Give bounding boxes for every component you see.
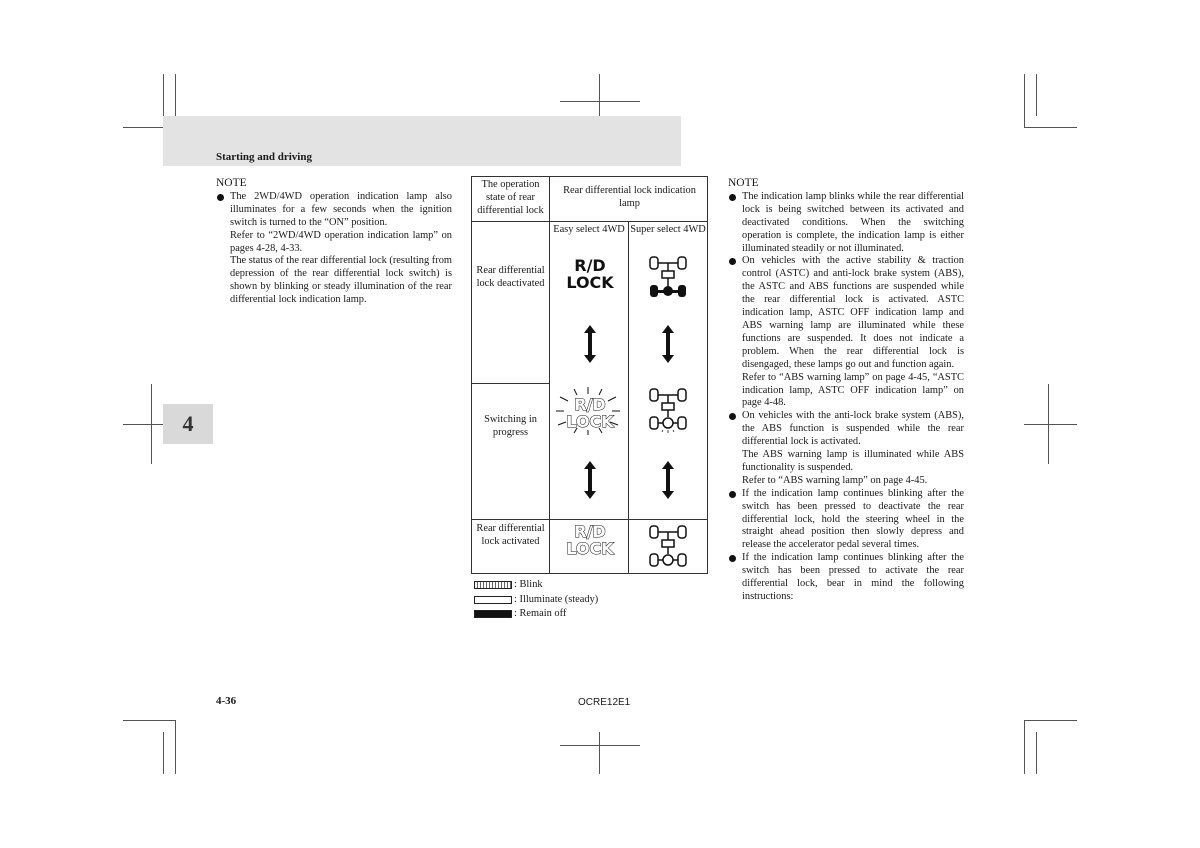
table-header-lamp: Rear differential lock indication lamp [563, 185, 696, 209]
note-paragraph: The ABS warning lamp is illuminated while ABS functionality is suspended. [742, 449, 964, 473]
crop-mark [1036, 74, 1037, 116]
drivetrain-lamp-blink-icon [648, 387, 688, 433]
note-paragraph: Refer to “2WD/4WD operation indication lamp” on pages 4-28, 4-33. [230, 229, 452, 254]
note-bullet: If the indication lamp continues blinking after the switch has been pressed to activate the rear differential lock, bear in mind the following instructions: [728, 552, 964, 604]
crop-mark [560, 745, 640, 746]
section-title: Starting and driving [216, 151, 312, 163]
crop-mark [163, 74, 164, 116]
crop-mark [163, 732, 164, 774]
table-sub-easy: Easy select 4WD [553, 224, 625, 235]
steady-swatch-icon [474, 596, 512, 604]
row-label-deactivated: Rear differential lock deactivated [476, 265, 545, 289]
drivetrain-lamp-off-icon [648, 255, 688, 301]
crop-mark [560, 101, 640, 102]
note-bullet: On vehicles with the anti-lock brake system (ABS), the ABS function is suspended while the rear differential lock is activated. [728, 410, 964, 449]
rd-lock-lamp-on: R/D LOCK [566, 522, 614, 558]
crop-mark [599, 732, 600, 774]
updown-arrow-icon [661, 325, 675, 363]
left-note [216, 177, 452, 307]
crop-mark [123, 720, 175, 721]
note-paragraph: Refer to “ABS warning lamp” on page 4-45, “ASTC indication lamp, ASTC OFF indication lamp” on page 4-48. [742, 371, 964, 409]
note-bullet: The 2WD/4WD operation indication lamp also illuminates for a few seconds when the ignition switch is turned to the “ON” position. [216, 191, 452, 230]
row-label-switching: Switching in progress [484, 414, 537, 438]
drivetrain-lamp-on-icon [648, 524, 688, 570]
crop-mark [175, 720, 176, 774]
crop-mark [1024, 127, 1077, 128]
legend-blink: : Blink [474, 579, 543, 590]
updown-arrow-icon [661, 461, 675, 499]
lamp-table [471, 176, 708, 574]
legend-off: : Remain off [474, 608, 566, 619]
note-title: NOTE [216, 177, 247, 189]
right-note [728, 177, 964, 604]
updown-arrow-icon [583, 325, 597, 363]
rd-lock-lamp-blink: R/D LOCK [566, 395, 614, 431]
table-sub-super: Super select 4WD [630, 224, 706, 235]
note-paragraph: Refer to “ABS warning lamp” on page 4-45. [742, 474, 928, 486]
rd-lock-lamp-off: R/D LOCK [566, 256, 614, 292]
crop-mark [1024, 720, 1025, 774]
note-bullet: If the indication lamp continues blinking after the switch has been pressed to deactivate the rear differential lock, hold the steering wheel in the straight ahead position then slowly depress and release the accelerator pedal several times. [728, 488, 964, 553]
note-bullet: On vehicles with the active stability & traction control (ASTC) and anti-lock brake system (ABS), the ASTC and ABS functions are suspended while the rear differential lock is activated. ASTC indication lamp, ASTC OFF indication lamp and ABS warning lamp are illuminated while these functions are suspended. It does not indicate a problem. When the rear differential lock is disengaged, these lamps go out and function again. [728, 255, 964, 371]
note-bullet: The indication lamp blinks while the rear differential lock is being switched between its activated and deactivated conditions. When the switching operation is complete, the indication lamp is either illuminated steadily or not illuminated. [728, 191, 964, 256]
crop-mark [1024, 74, 1025, 128]
crop-mark [1024, 720, 1077, 721]
doc-code: OCRE12E1 [578, 697, 631, 708]
chapter-tab: 4 [163, 404, 213, 444]
page-number: 4-36 [216, 695, 237, 707]
note-title: NOTE [728, 177, 759, 189]
crop-mark [1024, 424, 1077, 425]
updown-arrow-icon [583, 461, 597, 499]
legend-steady: : Illuminate (steady) [474, 594, 598, 605]
table-header-state: The operation state of rear differential lock [477, 179, 544, 216]
crop-mark [1036, 732, 1037, 774]
row-label-activated: Rear differential lock activated [476, 523, 545, 547]
off-swatch-icon [474, 610, 512, 618]
note-paragraph: The status of the rear differential lock (resulting from depression of the rear differential lock switch) is shown by blinking or steady illumination of the rear differential lock indication lamp. [230, 255, 452, 306]
blink-swatch-icon [474, 581, 512, 589]
